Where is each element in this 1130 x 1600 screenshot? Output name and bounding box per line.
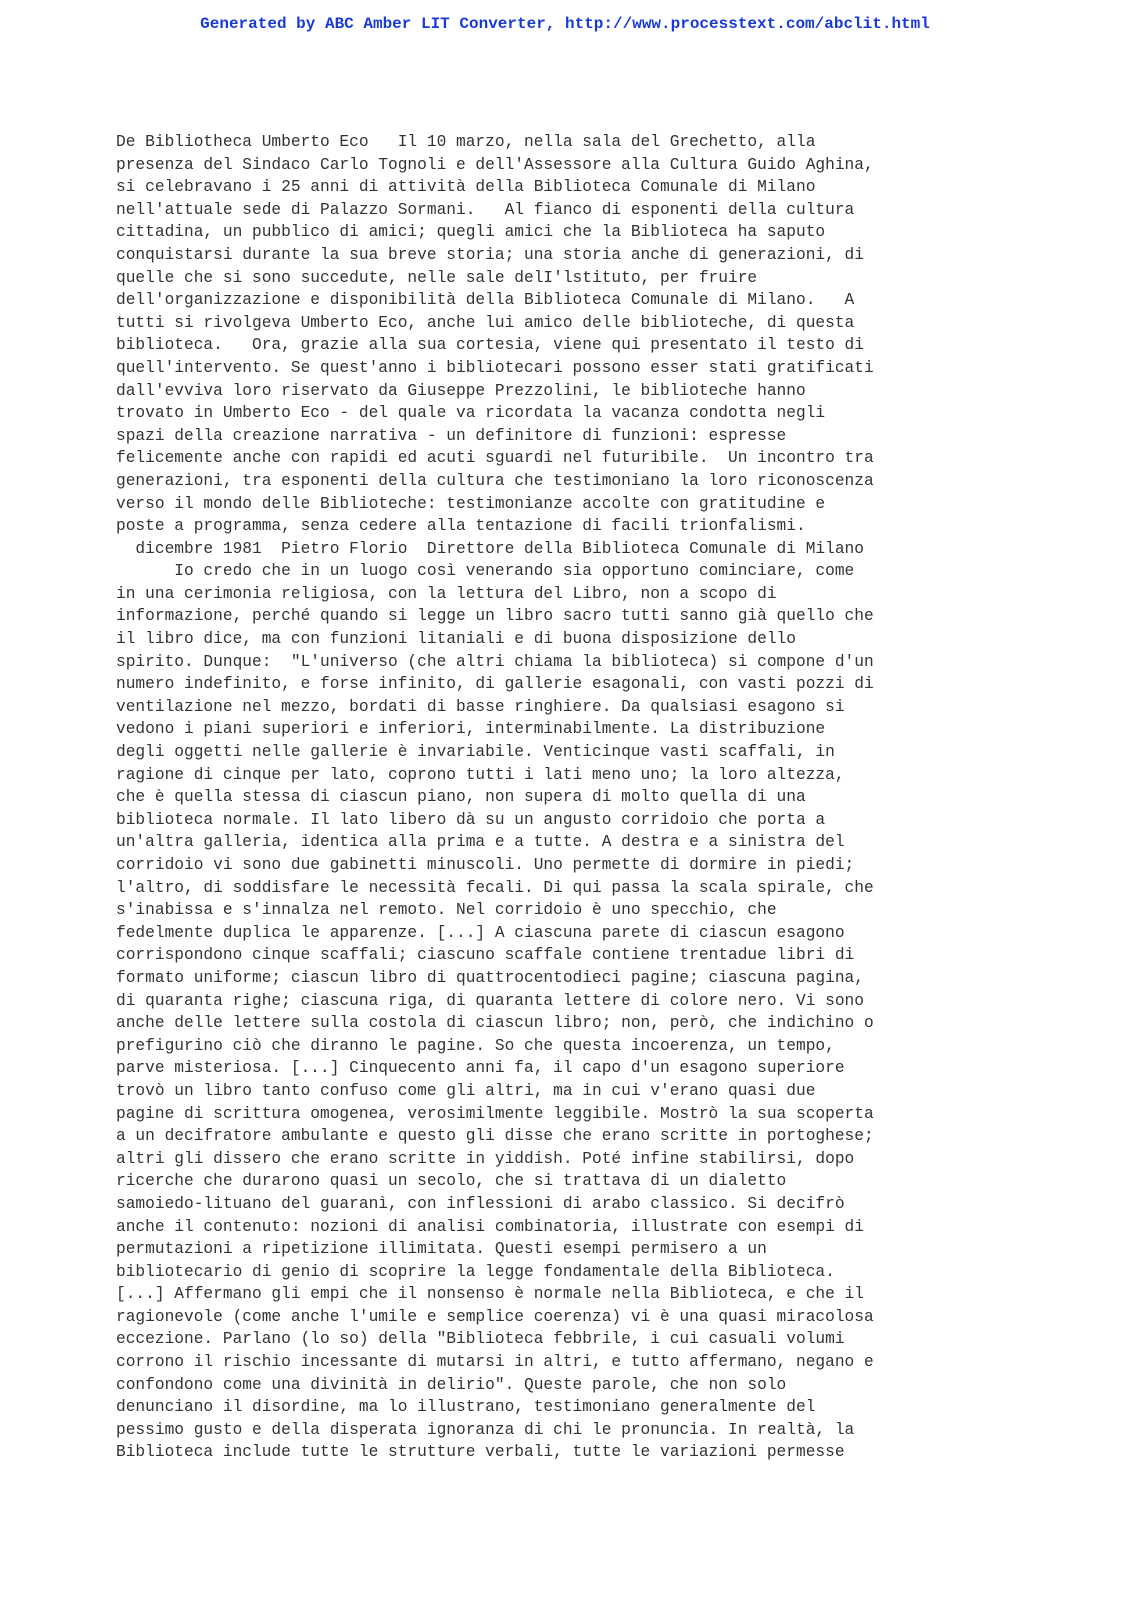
text-line: denunciano il disordine, ma lo illustrano, testimoniano generalmente del (116, 1398, 816, 1417)
text-line: tutti si rivolgeva Umberto Eco, anche lui amico delle biblioteche, di questa (116, 313, 855, 332)
text-line: si celebravano i 25 anni di attività della Biblioteca Comunale di Milano (116, 178, 816, 197)
text-line: biblioteca normale. Il lato libero dà su un angusto corridoio che porta a (116, 810, 826, 829)
text-line: dicembre 1981 Pietro Florio Direttore della Biblioteca Comunale di Milano (116, 539, 864, 558)
text-line: presenza del Sindaco Carlo Tognoli e dell'Assessore alla Cultura Guido Aghina, (116, 155, 874, 174)
text-line: a un decifratore ambulante e questo gli disse che erano scritte in portoghese; (116, 1127, 874, 1146)
document-body (116, 131, 1116, 1464)
text-line: biblioteca. Ora, grazie alla sua cortesia, viene qui presentato il testo di (116, 336, 864, 355)
text-line: quell'intervento. Se quest'anno i bibliotecari possono esser stati gratificati (116, 358, 874, 377)
text-line: di quaranta righe; ciascuna riga, di quaranta lettere di colore nero. Vi sono (116, 991, 864, 1010)
text-line: felicemente anche con rapidi ed acuti sguardi nel futuribile. Un incontro tra (116, 449, 874, 468)
text-line: Biblioteca include tutte le strutture verbali, tutte le variazioni permesse (116, 1443, 845, 1462)
converter-header: Generated by ABC Amber LIT Converter, http://www.processtext.com/abclit.html (200, 15, 930, 33)
text-line: il libro dice, ma con funzioni litaniali e di buona disposizione dello (116, 630, 796, 649)
text-line: poste a programma, senza cedere alla tentazione di facili trionfalismi. (116, 517, 806, 536)
text-line: bibliotecario di genio di scoprire la legge fondamentale della Biblioteca. (116, 1262, 835, 1281)
text-line: che è quella stessa di ciascun piano, non supera di molto quella di una (116, 788, 806, 807)
text-line: Io credo che in un luogo così venerando sia opportuno cominciare, come (116, 562, 855, 581)
text-line: spirito. Dunque: "L'universo (che altri chiama la biblioteca) si compone d'un (116, 652, 874, 671)
text-line: un'altra galleria, identica alla prima e a tutte. A destra e a sinistra del (116, 833, 845, 852)
text-line: numero indefinito, e forse infinito, di gallerie esagonali, con vasti pozzi di (116, 675, 874, 694)
text-line: confondono come una divinità in delirio". Queste parole, che non solo (116, 1375, 787, 1394)
text-line: corrispondono cinque scaffali; ciascuno scaffale contiene trentadue libri di (116, 946, 855, 965)
text-line: conquistarsi durante la sua breve storia; una storia anche di generazioni, di (116, 245, 864, 264)
text-line: ragionevole (come anche l'umile e semplice coerenza) vi è una quasi miracolosa (116, 1307, 874, 1326)
text-line: ragione di cinque per lato, coprono tutti i lati meno uno; la loro altezza, (116, 765, 845, 784)
text-line: [...] Affermano gli empi che il nonsenso è normale nella Biblioteca, e che il (116, 1285, 864, 1304)
text-line: anche il contenuto: nozioni di analisi combinatoria, illustrate con esempi di (116, 1217, 864, 1236)
text-line: spazi della creazione narrativa - un definitore di funzioni: espresse (116, 426, 787, 445)
text-line: informazione, perché quando si legge un libro sacro tutti sanno già quello che (116, 607, 874, 626)
text-line: permutazioni a ripetizione illimitata. Questi esempi permisero a un (116, 1240, 767, 1259)
text-line: eccezione. Parlano (lo so) della "Biblioteca febbrile, i cui casuali volumi (116, 1330, 845, 1349)
text-line: quelle che si sono succedute, nelle sale delI'lstituto, per fruire (116, 268, 758, 287)
text-line: parve misteriosa. [...] Cinquecento anni fa, il capo d'un esagono superiore (116, 1059, 845, 1078)
text-line: nell'attuale sede di Palazzo Sormani. Al fianco di esponenti della cultura (116, 200, 855, 219)
text-line: ricerche che durarono quasi un secolo, che si trattava di un dialetto (116, 1172, 787, 1191)
text-line: altri gli dissero che erano scritte in yiddish. Poté infine stabilirsi, dopo (116, 1149, 855, 1168)
text-line: De Bibliotheca Umberto Eco Il 10 marzo, nella sala del Grechetto, alla (116, 133, 816, 151)
text-line: dell'organizzazione e disponibilità della Biblioteca Comunale di Milano. A (116, 291, 855, 310)
text-line: samoiedo-lituano del guaranì, con inflessioni di arabo classico. Si decifrò (116, 1194, 845, 1213)
text-line: dall'evviva loro riservato da Giuseppe Prezzolini, le biblioteche hanno (116, 381, 806, 400)
text-line: generazioni, tra esponenti della cultura che testimoniano la loro riconoscenza (116, 471, 874, 490)
text-line: trovò un libro tanto confuso come gli altri, ma in cui v'erano quasi due (116, 1081, 816, 1100)
text-line: corridoio vi sono due gabinetti minuscoli. Uno permette di dormire in piedi; (116, 856, 855, 874)
text-line: trovato in Umberto Eco - del quale va ricordata la vacanza condotta negli (116, 404, 826, 423)
text-line: vedono i piani superiori e inferiori, interminabilmente. La distribuzione (116, 720, 826, 739)
text-line: corrono il rischio incessante di mutarsi in altri, e tutto affermano, negano e (116, 1353, 874, 1372)
text-line: s'inabissa e s'innalza nel remoto. Nel corridoio è uno specchio, che (116, 901, 777, 920)
text-line: verso il mondo delle Biblioteche: testimonianze accolte con gratitudine e (116, 494, 826, 513)
text-line: degli oggetti nelle gallerie è invariabile. Venticinque vasti scaffali, in (116, 743, 835, 762)
text-line: ventilazione nel mezzo, bordati di basse ringhiere. Da qualsiasi esagono si (116, 697, 845, 716)
text-line: fedelmente duplica le apparenze. [...] A ciascuna parete di ciascun esagono (116, 923, 845, 942)
text-line: formato uniforme; ciascun libro di quattrocentodieci pagine; ciascuna pagina, (116, 968, 864, 987)
text-line: pagine di scrittura omogenea, verosimilmente leggibile. Mostrò la sua scoperta (116, 1104, 874, 1123)
text-line: in una cerimonia religiosa, con la lettura del Libro, non a scopo di (116, 584, 777, 603)
text-line: pessimo gusto e della disperata ignoranza di chi le pronuncia. In realtà, la (116, 1420, 855, 1439)
text-line: cittadina, un pubblico di amici; quegli amici che la Biblioteca ha saputo (116, 223, 826, 242)
text-line: prefigurino ciò che diranno le pagine. So che questa incoerenza, un tempo, (116, 1036, 835, 1055)
text-line: l'altro, di soddisfare le necessità fecali. Di qui passa la scala spirale, che (116, 878, 874, 897)
text-line: anche delle lettere sulla costola di ciascun libro; non, però, che indichino o (116, 1014, 874, 1033)
